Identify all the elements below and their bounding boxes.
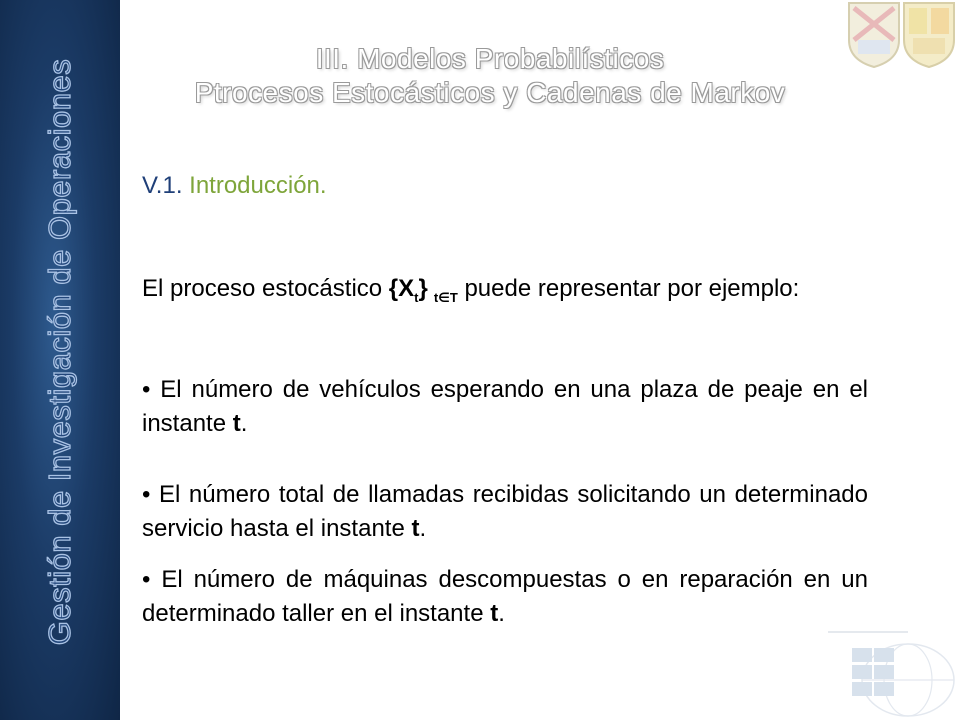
bullet-marker: • [142, 481, 159, 508]
bullet-end: . [240, 410, 248, 437]
process-symbol: $\{X_t\}$ [388, 275, 428, 305]
bullet-end: . [498, 600, 505, 627]
slide-header [130, 42, 850, 110]
sidebar-title: Gestión de Investigación de Operaciones [42, 58, 77, 646]
sidebar-band [0, 0, 120, 720]
intro-after: puede representar por ejemplo: [457, 275, 800, 302]
bullet-text: El número de vehículos esperando en una plaza de peaje en el instante [142, 376, 868, 437]
bullet-item-1 [142, 373, 868, 441]
bullet-emphasis: t [411, 515, 420, 542]
bullet-text: El número de máquinas descompuestas o en reparación en un determinado taller en el instante [142, 566, 868, 627]
bullet-emphasis: t [490, 600, 499, 627]
index-set: t∈T [433, 289, 458, 305]
header-line-1: III. Modelos Probabilísticos [315, 43, 665, 74]
bullet-item-2 [142, 478, 868, 546]
header-line-2: Ptrocesos Estocásticos y Cadenas de Markov [194, 77, 786, 108]
industrias-watermark-logo [808, 618, 960, 720]
intro-paragraph [142, 272, 868, 306]
bullet-text: El número total de llamadas recibidas solicitando un determinado servicio hasta el instante [142, 481, 868, 542]
university-crest-logo [846, 0, 902, 70]
bullet-marker: • [142, 566, 162, 593]
bullet-emphasis: t [232, 410, 241, 437]
process-subscript: t [414, 289, 419, 305]
section-title: Introducción. [189, 172, 327, 199]
intro-before: El proceso estocástico [142, 275, 389, 302]
regional-crest-logo [901, 0, 957, 70]
bullet-item-3 [142, 563, 868, 631]
bullet-marker: • [142, 376, 161, 403]
bullet-end: . [419, 515, 427, 542]
section-number: V.1. [142, 172, 190, 199]
section-heading [142, 172, 327, 200]
